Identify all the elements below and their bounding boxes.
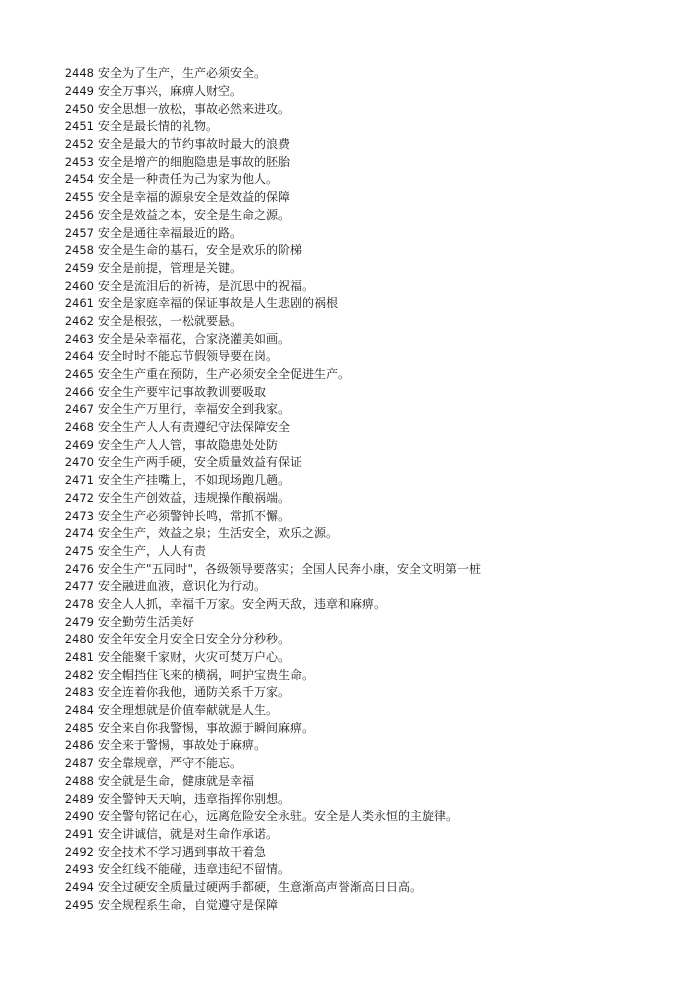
item-text: 安全生产挂嘴上，不如现场跑几趟。	[98, 473, 291, 488]
item-text: 安全是通往幸福最近的路。	[98, 225, 243, 240]
list-item	[60, 613, 650, 631]
item-text: 安全靠规章，严守不能忘。	[98, 756, 243, 771]
list-item	[60, 100, 650, 118]
item-text: 安全生产万里行，幸福安全到我家。	[98, 402, 291, 417]
list-item	[60, 719, 650, 737]
list-item	[60, 649, 650, 667]
list-item	[60, 666, 650, 684]
list-item	[60, 419, 650, 437]
list-item	[60, 242, 650, 260]
item-number: 2463	[64, 331, 94, 346]
list-item	[60, 136, 650, 154]
list-item	[60, 790, 650, 808]
item-number: 2461	[64, 296, 94, 311]
list-item	[60, 843, 650, 861]
item-number: 2450	[64, 101, 94, 116]
list-item	[60, 83, 650, 101]
item-text: 安全生产重在预防，生产必须安全全促进生产。	[98, 367, 351, 382]
list-item	[60, 879, 650, 897]
item-number: 2469	[64, 437, 94, 452]
list-item	[60, 313, 650, 331]
item-number: 2458	[64, 243, 94, 258]
list-item	[60, 861, 650, 879]
list-item	[60, 171, 650, 189]
item-number: 2483	[64, 685, 94, 700]
item-text: 安全是家庭幸福的保证事故是人生悲剧的祸根	[98, 296, 339, 311]
list-item	[60, 277, 650, 295]
list-item	[60, 490, 650, 508]
item-number: 2455	[64, 190, 94, 205]
item-text: 安全是幸福的源泉安全是效益的保障	[98, 190, 291, 205]
item-number: 2481	[64, 650, 94, 665]
list-item	[60, 472, 650, 490]
item-text: 安全是最长情的礼物。	[98, 119, 219, 134]
item-text: 安全是朵幸福花，合家浇灌美如画。	[98, 331, 291, 346]
list-item	[60, 401, 650, 419]
item-text: 安全生产人人有责遵纪守法保障安全	[98, 420, 291, 435]
item-text: 安全是前提，管理是关键。	[98, 260, 243, 275]
item-number: 2478	[64, 596, 94, 611]
item-number: 2493	[64, 862, 94, 877]
item-text: 安全融进血液，意识化为行动。	[98, 579, 267, 594]
list-item	[60, 189, 650, 207]
list-item	[60, 65, 650, 83]
list-item	[60, 153, 650, 171]
item-text: 安全技术不学习遇到事故干着急	[98, 844, 267, 859]
list-item	[60, 118, 650, 136]
item-number: 2491	[64, 826, 94, 841]
item-number: 2459	[64, 260, 94, 275]
item-number: 2456	[64, 207, 94, 222]
item-text: 安全红线不能碰，违章违纪不留情。	[98, 862, 291, 877]
item-text: 安全年安全月安全日安全分分秒秒。	[98, 632, 291, 647]
list-item	[60, 543, 650, 561]
item-number: 2464	[64, 349, 94, 364]
item-text: 安全生产创效益，违规操作酿祸端。	[98, 490, 291, 505]
item-text: 安全是根弦，一松就要悬。	[98, 313, 243, 328]
list-item	[60, 737, 650, 755]
item-text: 安全是最大的节约事故时最大的浪费	[98, 137, 291, 152]
item-number: 2475	[64, 543, 94, 558]
list-item	[60, 808, 650, 826]
list-item	[60, 560, 650, 578]
list-item	[60, 702, 650, 720]
item-text: 安全理想就是价值奉献就是人生。	[98, 703, 279, 718]
item-number: 2452	[64, 137, 94, 152]
item-text: 安全生产，效益之泉；生活安全，欢乐之源。	[98, 526, 339, 541]
item-text: 安全生产两手硬，安全质量效益有保证	[98, 455, 303, 470]
item-text: 安全为了生产，生产必须安全。	[98, 66, 267, 81]
list-item	[60, 348, 650, 366]
item-text: 安全是生命的基石，安全是欢乐的阶梯	[98, 243, 303, 258]
item-text: 安全来于警惕，事故处于麻痹。	[98, 738, 267, 753]
item-number: 2473	[64, 508, 94, 523]
item-text: 安全警钟天天响，违章指挥你别想。	[98, 791, 291, 806]
item-text: 安全万事兴，麻痹人财空。	[98, 84, 243, 99]
item-text: 安全能聚千家财，火灾可焚万户心。	[98, 650, 291, 665]
item-number: 2462	[64, 313, 94, 328]
item-text: 安全生产人人管，事故隐患处处防	[98, 437, 279, 452]
item-number: 2476	[64, 561, 94, 576]
item-text: 安全时时不能忘节假领导要在岗。	[98, 349, 279, 364]
item-text: 安全勤劳生活美好	[98, 614, 195, 629]
item-number: 2489	[64, 791, 94, 806]
list-item	[60, 525, 650, 543]
list-item	[60, 295, 650, 313]
item-number: 2495	[64, 897, 94, 912]
list-item	[60, 436, 650, 454]
list-item	[60, 260, 650, 278]
list-item	[60, 507, 650, 525]
item-number: 2484	[64, 703, 94, 718]
list-item	[60, 684, 650, 702]
item-number: 2485	[64, 720, 94, 735]
item-text: 安全警句铭记在心，远离危险安全永驻。安全是人类永恒的主旋律。	[98, 809, 459, 824]
list-item	[60, 224, 650, 242]
item-text: 安全连着你我他，通防关系千万家。	[98, 685, 291, 700]
item-number: 2487	[64, 756, 94, 771]
item-text: 安全生产必须警钟长鸣，常抓不懈。	[98, 508, 291, 523]
item-text: 安全规程系生命，自觉遵守是保障	[98, 897, 279, 912]
list-item	[60, 755, 650, 773]
list-item	[60, 383, 650, 401]
item-text: 安全讲诚信，就是对生命作承诺。	[98, 826, 279, 841]
list-item	[60, 330, 650, 348]
item-number: 2480	[64, 632, 94, 647]
item-number: 2451	[64, 119, 94, 134]
item-number: 2486	[64, 738, 94, 753]
item-text: 安全来自你我警惕，事故源于瞬间麻痹。	[98, 720, 315, 735]
item-text: 安全帽挡住飞来的横祸，呵护宝贵生命。	[98, 667, 315, 682]
list-item	[60, 773, 650, 791]
item-number: 2468	[64, 420, 94, 435]
item-text: 安全是一种责任为己为家为他人。	[98, 172, 279, 187]
item-number: 2448	[64, 66, 94, 81]
list-item	[60, 896, 650, 914]
list-item	[60, 578, 650, 596]
item-number: 2494	[64, 879, 94, 894]
item-number: 2492	[64, 844, 94, 859]
slogan-list	[60, 65, 650, 914]
list-item	[60, 207, 650, 225]
item-number: 2482	[64, 667, 94, 682]
item-number: 2465	[64, 367, 94, 382]
item-number: 2477	[64, 579, 94, 594]
item-number: 2457	[64, 225, 94, 240]
item-number: 2460	[64, 278, 94, 293]
item-text: 安全是效益之本，安全是生命之源。	[98, 207, 291, 222]
item-number: 2454	[64, 172, 94, 187]
item-number: 2470	[64, 455, 94, 470]
item-number: 2471	[64, 473, 94, 488]
item-text: 安全生产"五同时"，各级领导要落实；全国人民奔小康，安全文明第一桩	[98, 561, 482, 576]
item-number: 2453	[64, 154, 94, 169]
item-number: 2472	[64, 490, 94, 505]
item-number: 2488	[64, 773, 94, 788]
item-text: 安全就是生命，健康就是幸福	[98, 773, 255, 788]
list-item	[60, 454, 650, 472]
list-item	[60, 366, 650, 384]
item-text: 安全思想一放松，事故必然来进攻。	[98, 101, 291, 116]
item-text: 安全过硬安全质量过硬两手都硬，生意渐高声誉渐高日日高。	[98, 879, 423, 894]
list-item	[60, 631, 650, 649]
item-number: 2474	[64, 526, 94, 541]
item-number: 2466	[64, 384, 94, 399]
item-number: 2479	[64, 614, 94, 629]
item-text: 安全生产，人人有责	[98, 543, 207, 558]
list-item	[60, 596, 650, 614]
item-number: 2449	[64, 84, 94, 99]
item-text: 安全是增产的细胞隐患是事故的胚胎	[98, 154, 291, 169]
item-number: 2467	[64, 402, 94, 417]
item-text: 安全生产要牢记事故教训要吸取	[98, 384, 267, 399]
item-number: 2490	[64, 809, 94, 824]
list-item	[60, 826, 650, 844]
item-text: 安全是流泪后的祈祷，是沉思中的祝福。	[98, 278, 315, 293]
item-text: 安全人人抓，幸福千万家。安全两天敌，违章和麻痹。	[98, 596, 387, 611]
